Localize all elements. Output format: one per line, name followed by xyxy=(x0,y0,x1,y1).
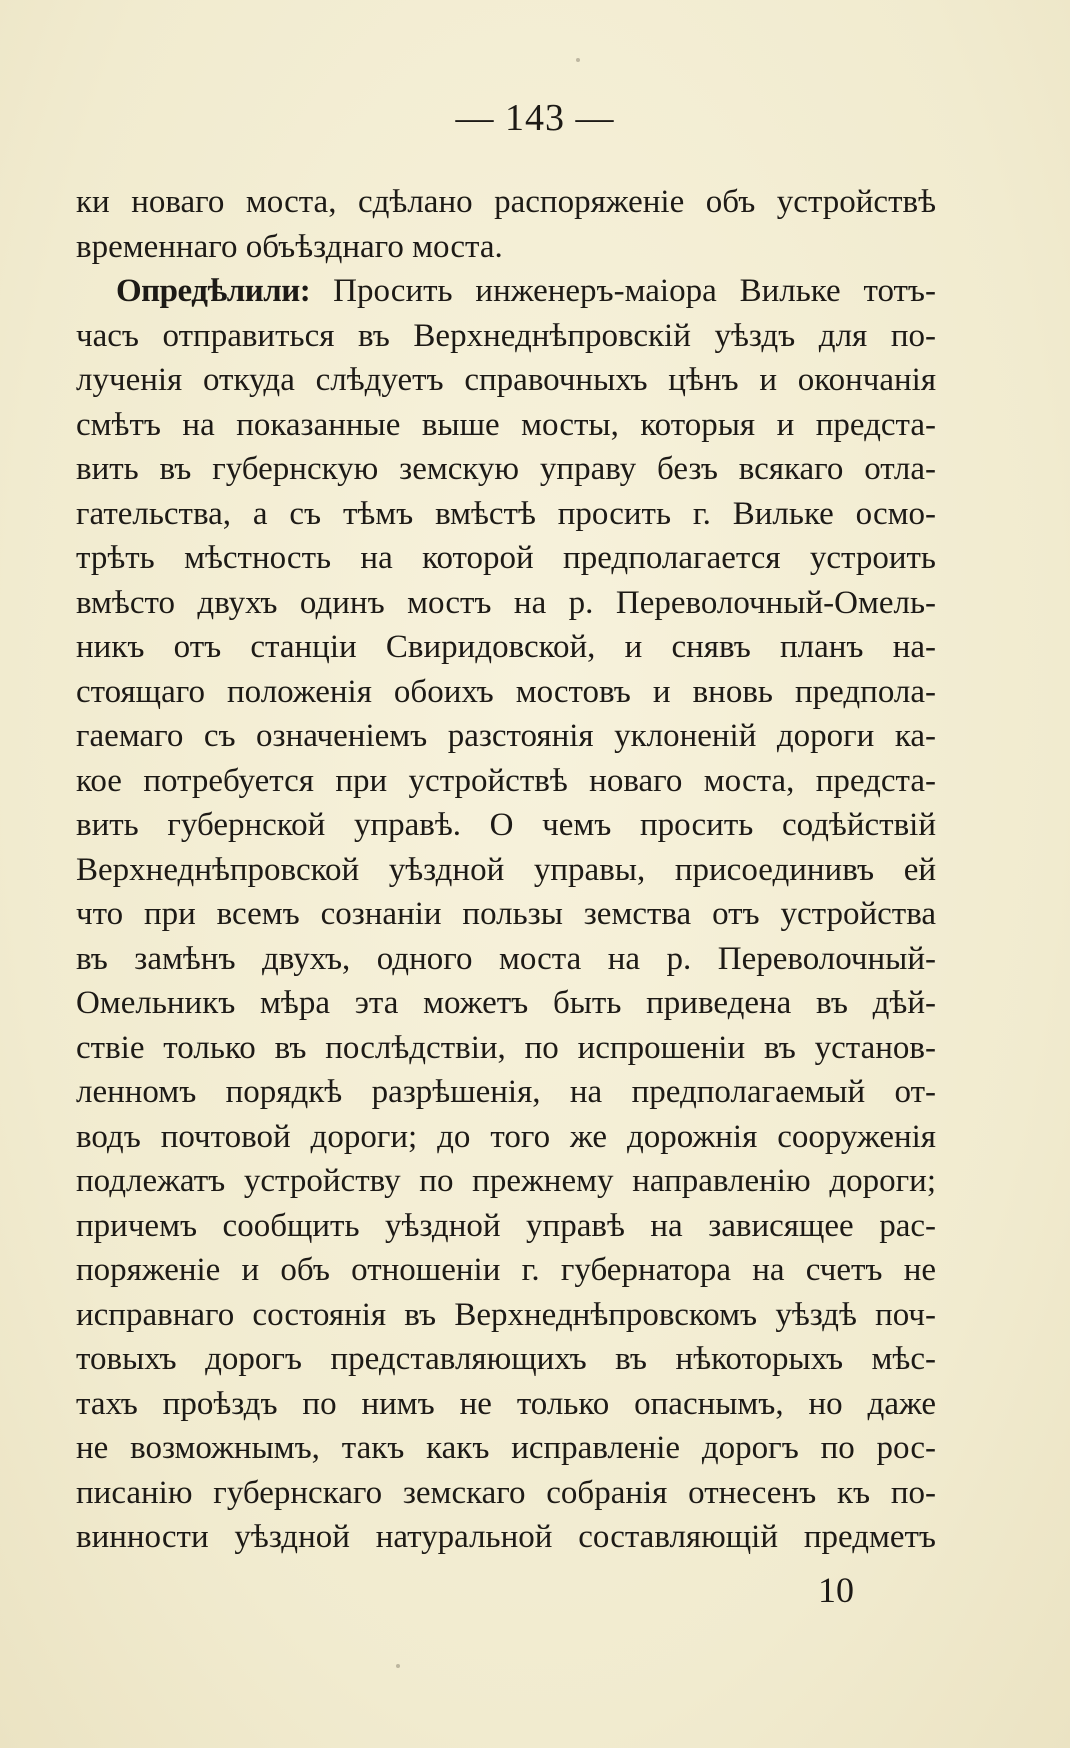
page-number: — 143 — xyxy=(455,97,615,139)
text-line: смѣтъ на показанные выше мосты, которыя и предста- xyxy=(76,406,936,443)
text-line: трѣть мѣстность на которой предполагается устроить xyxy=(76,540,936,576)
paper-speck xyxy=(576,58,580,62)
text-line: никъ отъ станціи Свиридовской, и снявъ планъ на- xyxy=(76,629,936,665)
text-line: лученія откуда слѣдуетъ справочныхъ цѣнъ и окончанія xyxy=(76,362,936,398)
body-text xyxy=(76,180,936,1560)
text-line: вить губернской управѣ. О чемъ просить содѣйствій xyxy=(76,807,936,843)
text-line: въ замѣнъ двухъ, одного моста на р. Переволочный- xyxy=(76,940,936,977)
text-line: тахъ проѣздъ по нимъ не только опаснымъ, но даже xyxy=(76,1385,936,1422)
resolution-line xyxy=(76,269,936,314)
text-line: что при всемъ сознаніи пользы земства отъ устройства xyxy=(76,896,936,932)
text-line: винности уѣздной натуральной составляющій предметъ xyxy=(76,1519,936,1555)
text-line: кое потребуется при устройствѣ новаго моста, предста- xyxy=(76,762,936,799)
text-line: вмѣсто двухъ одинъ мостъ на р. Переволочный-Омель- xyxy=(76,584,936,621)
text-line: подлежатъ устройству по прежнему направленію дороги; xyxy=(76,1163,936,1199)
text-line: исправнаго состоянія въ Верхнеднѣпровскомъ уѣздѣ поч- xyxy=(76,1296,936,1333)
text-line: причемъ сообщить уѣздной управѣ на зависящее рас- xyxy=(76,1207,936,1244)
text-line: гаемаго съ означеніемъ разстоянія уклоненій дороги ка- xyxy=(76,718,936,754)
text-line: поряженіе и объ отношеніи г. губернатора на счетъ не xyxy=(76,1252,936,1288)
text-line: стоящаго положенія обоихъ мостовъ и вновь предпола- xyxy=(76,673,936,710)
text-line: ленномъ порядкѣ разрѣшенія, на предполагаемый от- xyxy=(76,1074,936,1110)
text-line: водъ почтовой дороги; до того же дорожнія сооруженія xyxy=(76,1118,936,1155)
text-line: Омельникъ мѣра эта можетъ быть приведена въ дѣй- xyxy=(76,985,936,1021)
text-line: не возможнымъ, такъ какъ исправленіе дорогъ по рос- xyxy=(76,1430,936,1466)
text-line: Верхнеднѣпровской уѣздной управы, присоединивъ ей xyxy=(76,851,936,888)
text-line: временнаго объѣзднаго моста. xyxy=(76,228,503,265)
signature-mark: 10 xyxy=(818,1570,854,1610)
text-line: ствіе только въ послѣдствіи, по испрошеніи въ установ- xyxy=(76,1029,936,1066)
text-line: гательства, а съ тѣмъ вмѣстѣ просить г. Вильке осмо- xyxy=(76,495,936,532)
text-line: Просить инженеръ-маіора Вильке тотъ- xyxy=(333,273,936,309)
resolution-heading: Опредѣлили: xyxy=(116,273,311,309)
text-line: писанію губернскаго земскаго собранія отнесенъ къ по- xyxy=(76,1474,936,1511)
text-line: вить въ губернскую земскую управу безъ всякаго отла- xyxy=(76,451,936,487)
text-line: товыхъ дорогъ представляющихъ въ нѣкоторыхъ мѣс- xyxy=(76,1341,936,1377)
text-line: ки новаго моста, сдѣлано распоряженіе объ устройствѣ xyxy=(76,184,936,220)
text-line: часъ отправиться въ Верхнеднѣпровскій уѣздъ для по- xyxy=(76,317,936,354)
paper-speck xyxy=(396,1664,400,1668)
